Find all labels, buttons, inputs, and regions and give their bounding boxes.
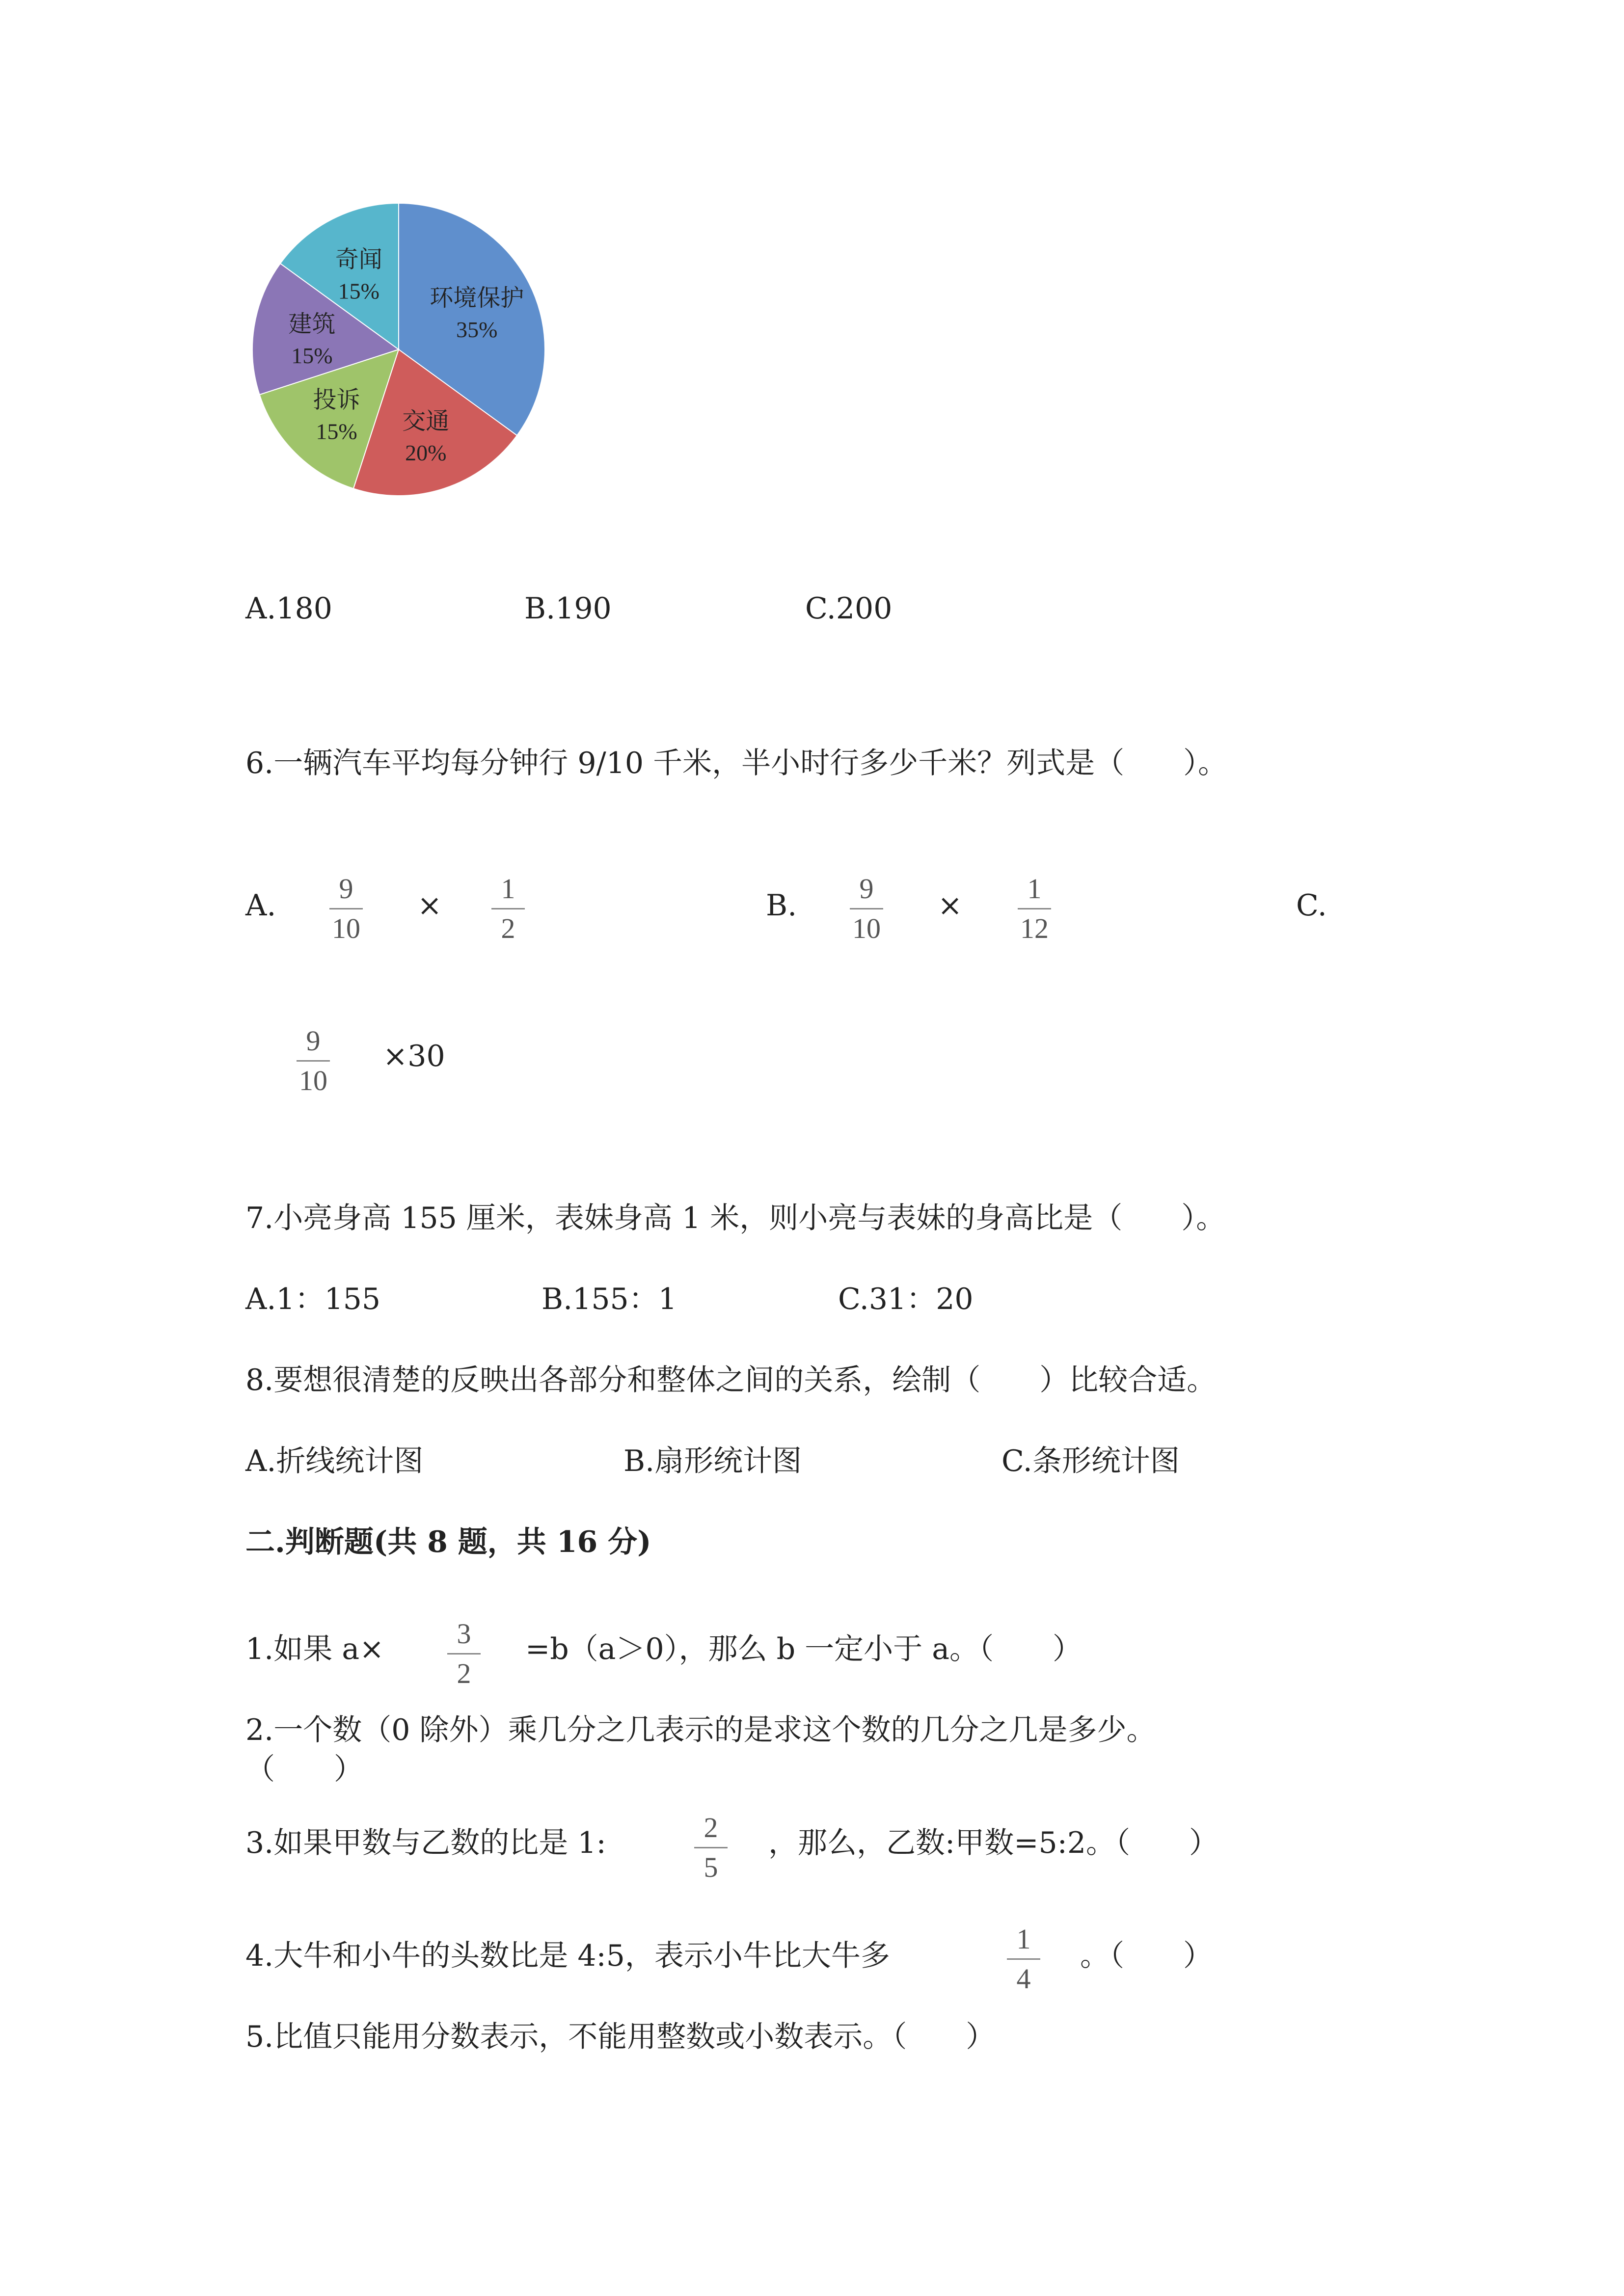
- q6-option-b-fraction-1: [847, 875, 886, 943]
- fraction-bar: [447, 1653, 481, 1655]
- q6-question: 6.一辆汽车平均每分钟行 9/10 千米，半小时行多少千米？列式是（ ）。: [245, 746, 1228, 780]
- denominator: 12: [1020, 912, 1049, 944]
- pie-slice-label-1: 交通: [402, 407, 450, 435]
- q6-option-b-fraction-2: [1015, 875, 1054, 943]
- q6-option-b-times: ×: [938, 888, 963, 923]
- numerator: 1: [501, 873, 515, 905]
- pie-slice-label-0: 环境保护: [430, 284, 524, 312]
- pie-slice-percent-3: 15%: [291, 343, 333, 369]
- numerator: 9: [339, 873, 353, 905]
- numerator: 1: [1027, 873, 1042, 905]
- j3-text-after: ，那么，乙数:甲数=5:2。（ ）: [768, 1826, 1219, 1860]
- q6-option-a-label: A.: [245, 888, 276, 923]
- j5-text: 5.比值只能用分数表示，不能用整数或小数表示。（ ）: [245, 2020, 996, 2054]
- fraction-bar: [1007, 1958, 1040, 1960]
- q7-option-c: C.31：20: [838, 1282, 974, 1316]
- numerator: 9: [859, 873, 874, 905]
- pie-slice-label-4: 奇闻: [335, 245, 382, 273]
- j4-fraction: [1004, 1925, 1043, 1993]
- fraction-bar: [694, 1847, 728, 1848]
- numerator: 1: [1016, 1923, 1031, 1955]
- denominator: 10: [332, 912, 360, 944]
- pie-slice-percent-0: 35%: [456, 317, 498, 342]
- q6-option-a-fraction-2: [488, 875, 528, 943]
- pie-slice-label-3: 建筑: [288, 310, 336, 338]
- denominator: 10: [852, 912, 881, 944]
- fraction-bar: [850, 908, 883, 909]
- q6-option-a-times: ×: [417, 888, 442, 923]
- j4-text-before: 4.大牛和小牛的头数比是 4:5，表示小牛比大牛多: [245, 1939, 890, 1973]
- q6-option-b-label: B.: [766, 888, 797, 923]
- q5-option-a: A.180: [245, 591, 332, 626]
- denominator: 10: [299, 1065, 327, 1096]
- j1-text-before: 1.如果 a×: [245, 1632, 384, 1666]
- j1-text-after: =b（a＞0），那么 b 一定小于 a。（ ）: [525, 1632, 1083, 1666]
- q5-option-b: B.190: [524, 591, 612, 626]
- q6-option-a-fraction-1: [326, 875, 366, 943]
- pie-slice-percent-4: 15%: [338, 278, 379, 304]
- numerator: 3: [457, 1618, 471, 1650]
- q6-option-c-label: C.: [1296, 888, 1327, 923]
- q8-question: 8.要想很清楚的反映出各部分和整体之间的关系，绘制（ ）比较合适。: [245, 1363, 1217, 1397]
- q7-option-b: B.155：1: [541, 1282, 677, 1316]
- pie-slice-percent-1: 20%: [405, 440, 447, 466]
- fraction-bar: [491, 908, 525, 909]
- denominator: 5: [704, 1851, 718, 1883]
- denominator: 4: [1016, 1963, 1031, 1995]
- j1-fraction: [444, 1620, 484, 1688]
- q7-question: 7.小亮身高 155 厘米，表妹身高 1 米，则小亮与表妹的身高比是（ ）。: [245, 1201, 1226, 1235]
- pie-slice-percent-2: 15%: [316, 419, 357, 444]
- q7-option-a: A.1：155: [245, 1282, 381, 1316]
- q6-option-c-tail: ×30: [383, 1039, 445, 1073]
- j2-text-line1: 2.一个数（0 除外）乘几分之几表示的是求这个数的几分之几是多少。: [245, 1713, 1156, 1747]
- j3-text-before: 3.如果甲数与乙数的比是 1:: [245, 1826, 606, 1860]
- q8-option-c: C.条形统计图: [1001, 1444, 1180, 1478]
- topic-pie-chart: [245, 196, 560, 510]
- q8-option-a: A.折线统计图: [245, 1444, 424, 1478]
- denominator: 2: [501, 912, 515, 944]
- q6-option-c-fraction: [294, 1027, 333, 1095]
- pie-slice-label-2: 投诉: [313, 386, 360, 414]
- section-heading-true-false: 二.判断题(共 8 题，共 16 分): [245, 1525, 651, 1559]
- numerator: 9: [306, 1025, 321, 1057]
- j3-fraction: [691, 1814, 731, 1882]
- q8-option-b: B.扇形统计图: [623, 1444, 802, 1478]
- j2-text-line2: （ ）: [245, 1752, 363, 1787]
- numerator: 2: [704, 1812, 718, 1843]
- fraction-bar: [1018, 908, 1051, 909]
- denominator: 2: [457, 1657, 471, 1689]
- j4-text-after: 。（ ）: [1080, 1939, 1213, 1973]
- fraction-bar: [329, 908, 363, 909]
- q5-option-c: C.200: [805, 591, 893, 626]
- fraction-bar: [297, 1060, 330, 1062]
